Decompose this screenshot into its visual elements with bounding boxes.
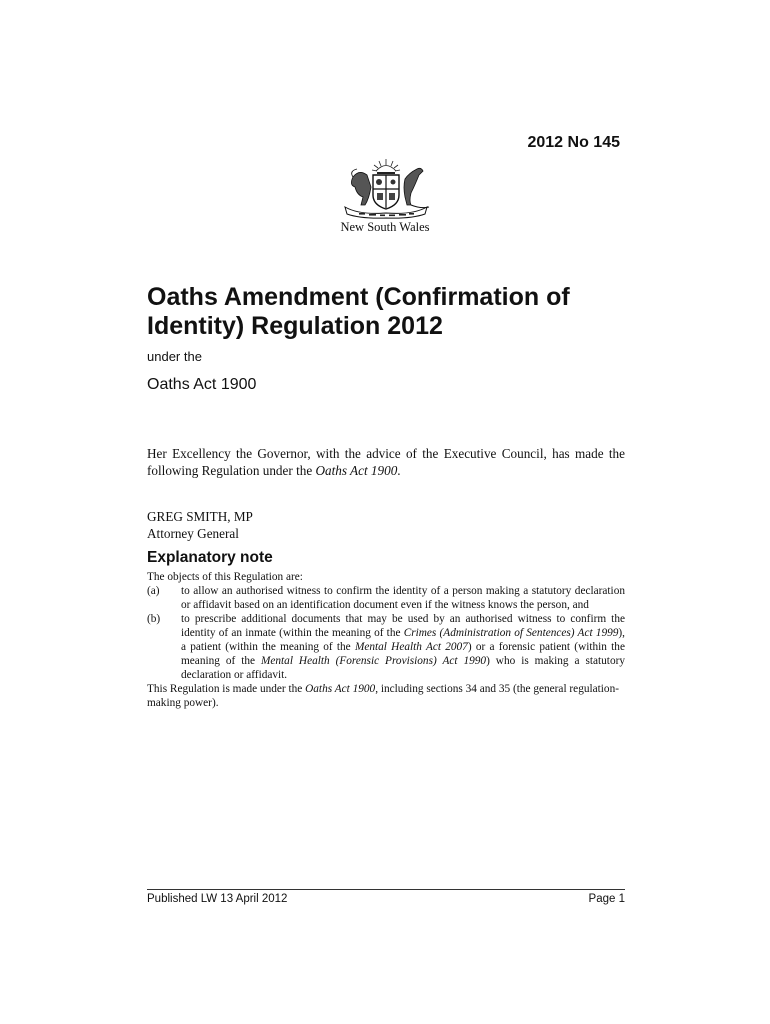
title-line-1: Oaths Amendment (Confirmation of <box>147 283 570 311</box>
explanatory-note-body <box>147 570 625 710</box>
signer-name: GREG SMITH, MP <box>147 509 253 524</box>
title-line-2: Identity) Regulation 2012 <box>147 312 443 340</box>
footer-divider <box>147 889 625 890</box>
enactment-clause <box>147 445 625 479</box>
signer-role: Attorney General <box>147 526 239 541</box>
document-number: 2012 No 145 <box>527 134 620 151</box>
page-number: Page 1 <box>588 893 625 905</box>
under-the-label: under the <box>147 349 202 364</box>
list-item <box>147 612 625 682</box>
closing-act-name: Oaths Act 1900 <box>305 683 376 695</box>
signature-block <box>147 508 253 542</box>
item-b-part-3: ) or a forensic patient (within the meaning of the <box>181 641 625 667</box>
item-b-act-2: Mental Health Act 2007 <box>354 641 468 653</box>
list-item-label: (b) <box>147 613 161 625</box>
list-item <box>147 584 625 612</box>
item-b-part-1: to prescribe additional documents that may be used by an authorised witness to confirm the identity of an inmate (within the meaning of the <box>181 613 625 639</box>
coat-of-arms-icon <box>339 157 433 219</box>
explanatory-note-heading: Explanatory note <box>147 549 273 566</box>
regulation-title <box>147 283 637 341</box>
closing-part-2: , including sections 34 and 35 (the general regulation-making power). <box>147 683 619 709</box>
enactment-act-name: Oaths Act 1900 <box>315 463 398 478</box>
explanatory-closing <box>147 682 625 710</box>
list-item-text <box>181 612 625 682</box>
jurisdiction-label: New South Wales <box>340 220 430 234</box>
list-item-label: (a) <box>147 585 160 597</box>
closing-part-1: This Regulation is made under the <box>147 683 306 695</box>
principal-act-name: Oaths Act 1900 <box>147 376 257 393</box>
enactment-text: Her Excellency the Governor, with the advice of the Executive Council, has made the following Regulation under the <box>147 446 625 478</box>
item-b-part-2: ), a patient (within the meaning of the <box>181 627 625 653</box>
item-b-act-1: Crimes (Administration of Sentences) Act 1999 <box>403 627 619 639</box>
list-item-text: to allow an authorised witness to confirm the identity of a person making a statutory declaration or affidavit based on an identification document even if the witness knows the person, and <box>181 585 625 611</box>
explanatory-intro: The objects of this Regulation are: <box>147 571 303 583</box>
enactment-period: . <box>397 463 401 478</box>
item-b-part-4: ) who is making a statutory declaration or affidavit. <box>181 655 626 681</box>
published-date: Published LW 13 April 2012 <box>147 893 288 905</box>
item-b-act-3: Mental Health (Forensic Provisions) Act 1990 <box>260 655 487 667</box>
